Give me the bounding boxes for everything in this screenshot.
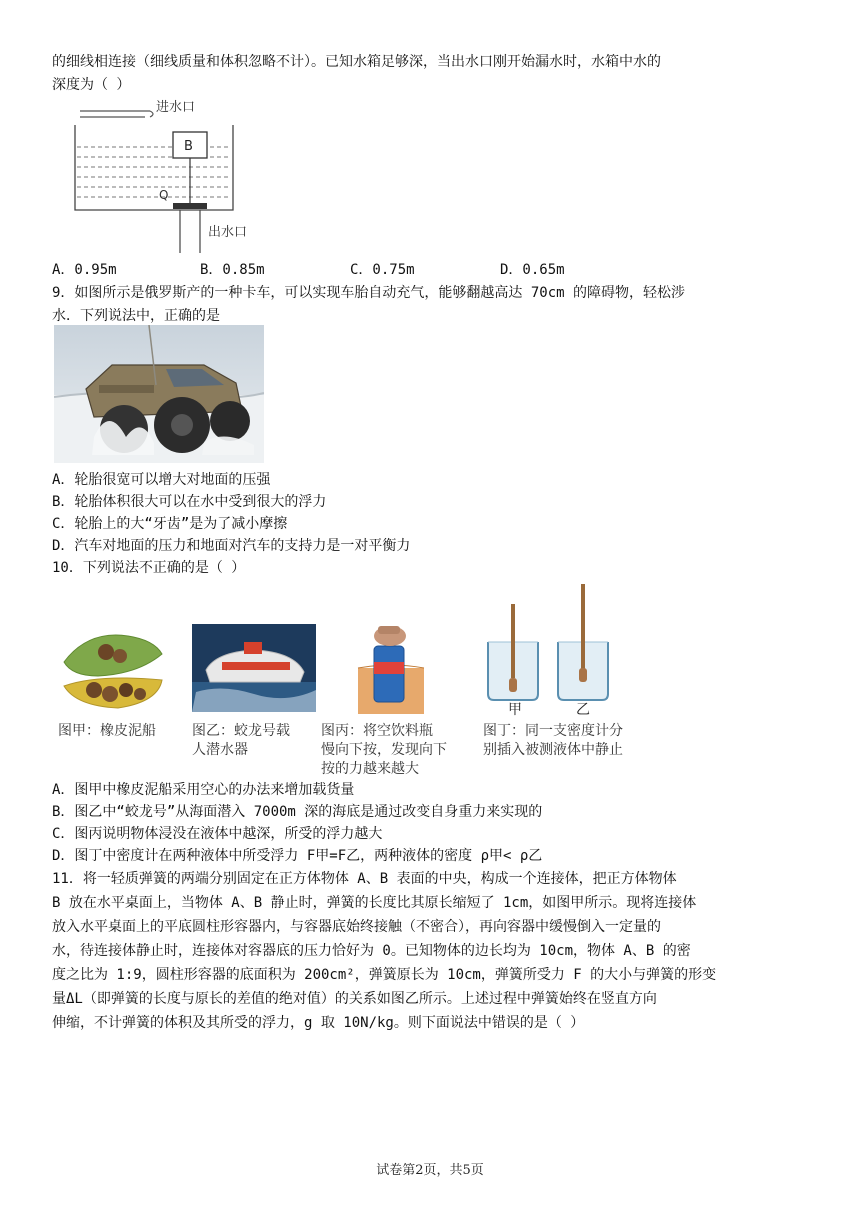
q10-option-c: C．图丙说明物体浸没在液体中越深，所受的浮力越大	[52, 826, 383, 842]
caption-ding-line1: 图丁：同一支密度计分	[483, 723, 623, 739]
q9-option-a: A．轮胎很宽可以增大对地面的压强	[52, 472, 271, 488]
caption-yi-line1: 图乙：蛟龙号载	[192, 723, 290, 739]
page-footer: 试卷第2页，共5页	[376, 1163, 484, 1178]
beaker-label-jia: 甲	[508, 702, 522, 718]
point-q-label: Q	[159, 188, 169, 202]
q9-option-b: B．轮胎体积很大可以在水中受到很大的浮力	[52, 494, 327, 510]
q9-option-d: D．汽车对地面的压力和地面对汽车的支持力是一对平衡力	[52, 538, 411, 554]
outlet-plug	[173, 203, 207, 209]
q11-line1: 11．将一轻质弹簧的两端分别固定在正方体物体 A、B 表面的中央，构成一个连接体，把正方体物体	[52, 871, 677, 887]
plasticine-boat-photo	[58, 622, 170, 712]
q8-option-a: A．0.95m	[52, 262, 117, 278]
caption-ding	[483, 722, 623, 760]
inlet-label: 进水口	[156, 100, 196, 115]
hydrometer-beakers	[480, 582, 620, 718]
q8-stem-line1: 的细线相连接（细线质量和体积忽略不计）。已知水箱足够深，当出水口刚开始漏水时，水箱中水的	[52, 54, 661, 70]
beaker-yi	[558, 584, 608, 700]
beaker-label-yi: 乙	[576, 702, 590, 718]
submersible-photo	[192, 624, 316, 712]
water-tank-diagram	[55, 95, 265, 255]
q11-line4: 水，待连接体静止时，连接体对容器底的压力恰好为 0。已知物体的边长均为 10cm，物体 A、B 的密	[52, 943, 691, 959]
caption-jia	[58, 722, 156, 741]
beaker-jia	[488, 604, 538, 700]
q11-line5: 度之比为 1:9，圆柱形容器的底面积为 200cm²，弹簧原长为 10cm，弹簧所受力 F 的大小与弹簧的形变	[52, 967, 717, 983]
caption-yi-line2: 人潜水器	[192, 742, 248, 758]
q9-stem-line1: 9．如图所示是俄罗斯产的一种卡车，可以实现车胎自动充气，能够翻越高达 70cm 的障碍物，轻松涉	[52, 285, 685, 301]
caption-ding-line2: 别插入被测液体中静止	[483, 742, 623, 758]
q10-option-a: A．图甲中橡皮泥船采用空心的办法来增加载货量	[52, 782, 355, 798]
caption-bing-line2: 慢向下按，发现向下	[321, 742, 447, 758]
caption-bing-line3: 按的力越来越大	[321, 761, 419, 777]
q9-stem-line2: 水．下列说法中，正确的是	[52, 308, 220, 324]
q11-line7: 伸缩，不计弹簧的体积及其所受的浮力，g 取 10N/kg。则下面说法中错误的是（ ）	[52, 1015, 585, 1031]
q8-option-c: C．0.75m	[350, 262, 415, 278]
q10-option-d: D．图丁中密度计在两种液体中所受浮力 F甲=F乙，两种液体的密度 ρ甲< ρ乙	[52, 848, 543, 864]
q11-line2: B 放在水平桌面上，当物体 A、B 静止时，弹簧的长度比其原长缩短了 1cm，如图甲所示。现将连接体	[52, 895, 697, 911]
caption-jia-line1: 图甲：橡皮泥船	[58, 723, 156, 739]
block-b-label: B	[184, 139, 193, 154]
caption-bing	[321, 722, 447, 779]
q9-option-c: C．轮胎上的大“牙齿”是为了减小摩擦	[52, 516, 288, 532]
q10-option-b: B．图乙中“蛟龙号”从海面潜入 7000m 深的海底是通过改变自身重力来实现的	[52, 804, 543, 820]
truck-photo	[54, 325, 264, 463]
caption-bing-line1: 图丙：将空饮料瓶	[321, 723, 433, 739]
bottle-press-photo	[350, 622, 432, 714]
q8-option-d: D．0.65m	[500, 262, 565, 278]
caption-yi	[192, 722, 290, 760]
outlet-label: 出水口	[208, 225, 248, 240]
q8-stem-line2: 深度为（ ）	[52, 77, 131, 93]
q8-option-b: B．0.85m	[200, 262, 265, 278]
q10-stem: 10．下列说法不正确的是（ ）	[52, 560, 246, 576]
q11-line3: 放入水平桌面上的平底圆柱形容器内，与容器底始终接触（不密合），再向容器中缓慢倒入一定量的	[52, 919, 661, 935]
q11-line6: 量ΔL（即弹簧的长度与原长的差值的绝对值）的关系如图乙所示。上述过程中弹簧始终在竖直方向	[52, 991, 657, 1007]
